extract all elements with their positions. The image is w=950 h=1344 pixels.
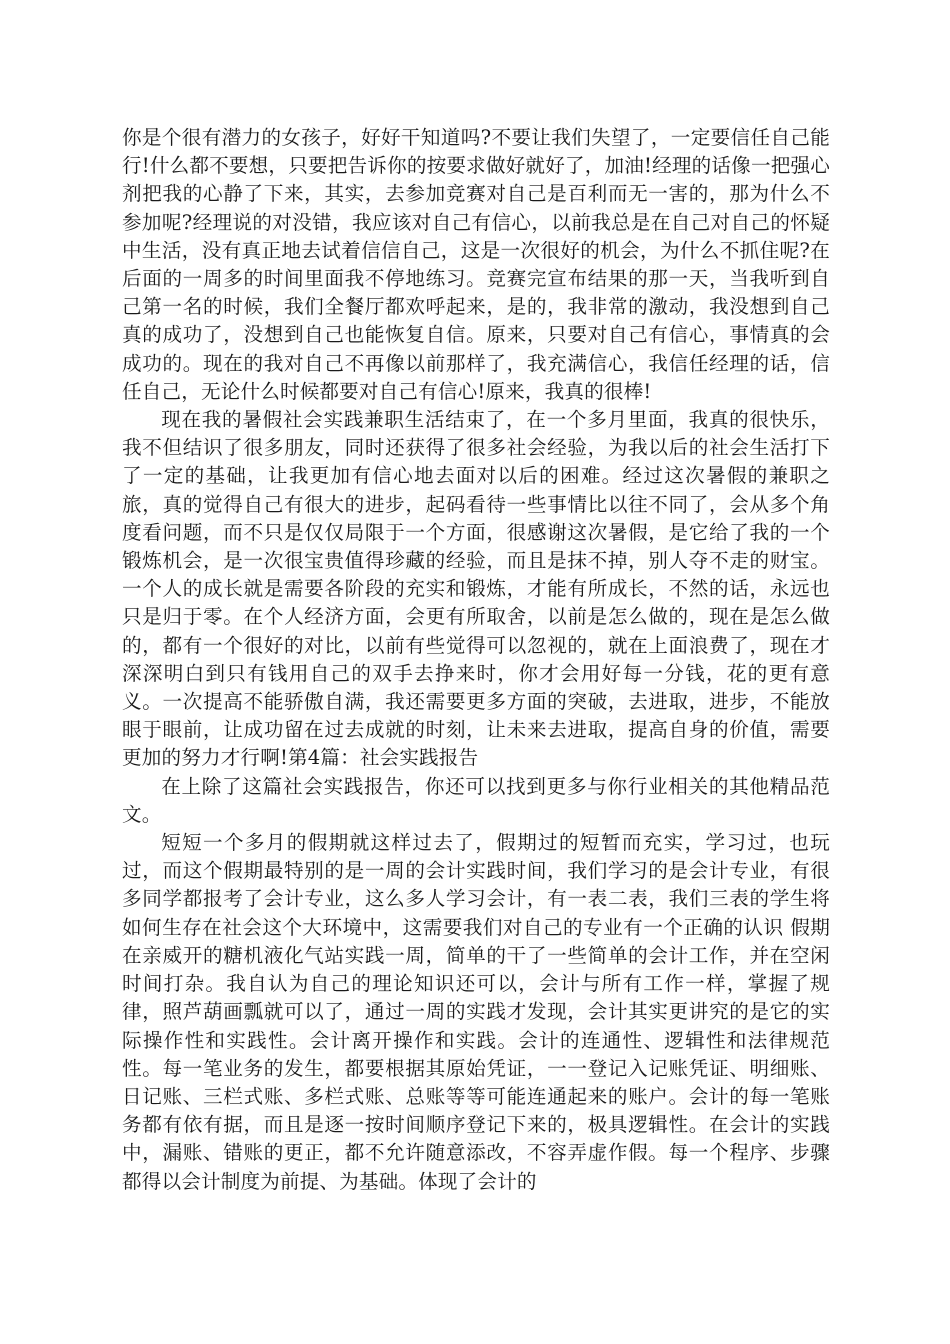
paragraph-3: 在上除了这篇社会实践报告，你还可以找到更多与你行业相关的其他精品范文。: [122, 774, 830, 826]
document-body: [122, 124, 830, 1196]
paragraph-1: 你是个很有潜力的女孩子，好好干知道吗?不要让我们失望了，一定要信任自己能行!什么都不要想，只要把告诉你的按要求做好就好了，加油!经理的话像一把强心剂把我的心静了下来，其实，去参加竞赛对自己是百利而无一害的，那为什么不参加呢?经理说的对没错，我应该对自己有信心，以前我总是在自己对自己的怀疑中生活，没有真正地去试着信信自己，这是一次很好的机会，为什么不抓住呢?在后面的一周多的时间里面我不停地练习。竞赛完宣布结果的那一天，当我听到自己第一名的时候，我们全餐厅都欢呼起来，是的，我非常的激动，我没想到自己真的成功了，没想到自己也能恢复自信。原来，只要对自己有信心，事情真的会成功的。现在的我对自己不再像以前那样了，我充满信心，我信任经理的话，信任自己，无论什么时候都要对自己有信心!原来，我真的很棒!: [122, 126, 830, 403]
paragraph-2: 现在我的暑假社会实践兼职生活结束了，在一个多月里面，我真的很快乐，我不但结识了很多朋友，同时还获得了很多社会经验，为我以后的社会生活打下了一定的基础，让我更加有信心地去面对以后的困难。经过这次暑假的兼职之旅，真的觉得自己有很大的进步，起码看待一些事情比以往不同了，会从多个角度看问题，而不只是仅仅局限于一个方面，很感谢这次暑假，是它给了我的一个锻炼机会，是一次很宝贵值得珍藏的经验，而且是抹不掉，别人夺不走的财宝。一个人的成长就是需要各阶段的充实和锻炼，才能有所成长，不然的话，永远也只是归于零。在个人经济方面，会更有所取舍，以前是怎么做的，现在是怎么做的，都有一个很好的对比，以前有些觉得可以忽视的，就在上面浪费了，现在才深深明白到只有钱用自己的双手去挣来时，你才会用好每一分钱，花的更有意义。一次提高不能骄傲自满，我还需要更多方面的突破，去进取，进步，不能放眼于眼前，让成功留在过去成就的时刻，让未来去进取，提高自身的价值，需要更加的努力才行啊!第4篇：社会实践报告: [122, 408, 830, 770]
paragraph-4: 短短一个多月的假期就这样过去了，假期过的短暂而充实，学习过，也玩过，而这个假期最特别的是一周的会计实践时间，我们学习的是会计专业，有很多同学都报考了会计专业，这么多人学习会计，有一表二表，我们三表的学生将如何生存在社会这个大环境中，这需要我们对自己的专业有一个正确的认识 假期在亲威开的糖机液化气站实践一周，简单的干了一些简单的会计工作，并在空闲时间打杂。我自认为自己的理论知识还可以，会计与所有工作一样，掌握了规律，照芦葫画瓢就可以了，通过一周的实践才发现，会计其实更讲究的是它的实际操作性和实践性。会计离开操作和实践。会计的连通性、逻辑性和法律规范性。每一笔业务的发生，都要根据其原始凭证，一一登记入记账凭证、明细账、日记账、三栏式账、多栏式账、总账等等可能连通起来的账户。会计的每一笔账务都有依有据，而且是逐一按时间顺序登记下来的，极具逻辑性。在会计的实践中，漏账、错账的更正，都不允许随意添改，不容弄虚作假。每一个程序、步骤都得以会计制度为前提、为基础。体现了会计的: [122, 831, 830, 1193]
